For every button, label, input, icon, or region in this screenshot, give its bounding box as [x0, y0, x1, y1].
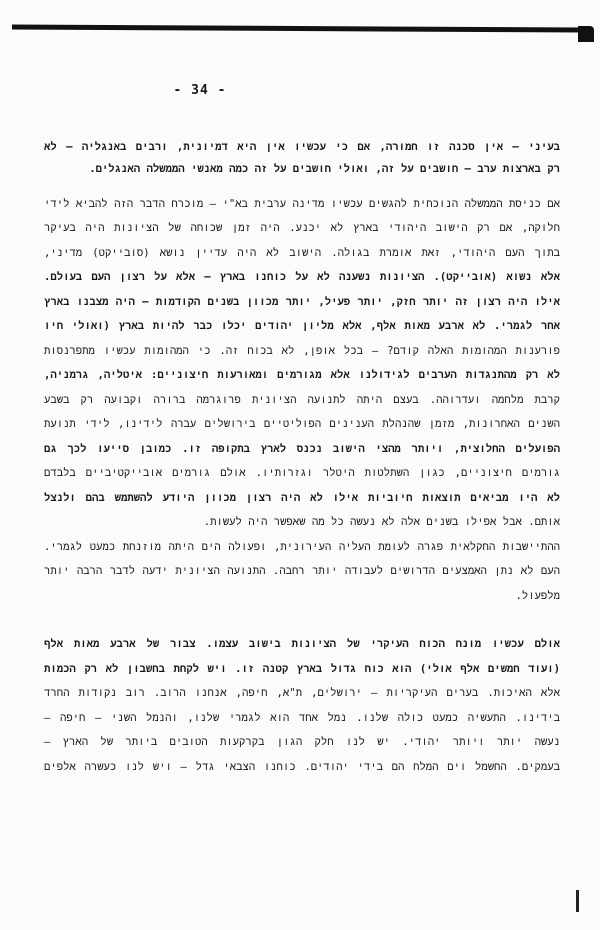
text-line: לא רק מהתנגדות הערבים לגידולנו אלא מגורמים ומאורעות חיצוניים: איטליה, גרמניה, — [44, 369, 560, 381]
text-line: גורמים חיצוניים, כגון השתלטות היטלר וגזרותיו. אולם גורמים אובייקטיביים בלבדם — [44, 467, 560, 479]
text-line: אלא האיכות. בערים העיקריות – ירושלים, ת"א, חיפה, אנחנו הרוב. רוב נקודות החרד — [44, 687, 560, 699]
page-corner — [578, 26, 594, 42]
page-number: - 34 - — [173, 83, 227, 98]
text-line: בעמקים. החשמל וים המלח הם בידי יהודים. כוחנו הצבאי גדל – ויש לנו כעשרה אלפים — [44, 761, 560, 773]
text-line: אותם. אבל אפילו בשנים אלה לא נעשה כל מה שאפשר היה לעשות. — [203, 516, 560, 528]
text-line: מלפעול. — [515, 590, 560, 602]
margin-mark — [576, 890, 579, 912]
text-line: בתוך העם היהודי, זאת אומרת בגולה. הישוב לא היה עדיין נושא (סובייקט) מדיני, — [44, 247, 560, 259]
text-line: חלוקה, אם רק הישוב היהודי בארץ לא יכנע. היה זמן שכוחה של הציונות היה בעיקר — [44, 222, 560, 234]
text-line: קרבת מלחמה ועדרוהה. בעצם היתה לתנועה הציונית פרוגרמה ברורה וקבועה רק בשבע — [44, 394, 560, 406]
text-line: אולם עכשיו מונח הכוח העיקרי של הציונות בישוב עצמו. צבור של ארבע מאות אלף — [44, 638, 560, 650]
text-line: אילו היה רצון זה יותר חזק, יותר פעיל, יותר מכוון בשנים הקודמות – היה מצבנו בארץ — [44, 296, 560, 308]
text-line: בידינו. התעשיה כמעט כולה שלנו. נמל אחד הוא לגמרי שלנו, והנמל השני – חיפה – — [44, 712, 560, 724]
text-line: בעיני – אין סכנה זו חמורה, אם כי עכשיו אין היא דמיונית, ורבים באנגליה – לא — [44, 141, 560, 153]
text-line: (ועוד חמשים אלף אולי) הוא כוח גדול בארץ קטנה זו. ויש לקחת בחשבון לא רק הכמות — [44, 663, 560, 675]
text-line: אלא נשוא (אובייקט). הציונות נשענה לא על כוחנו בארץ – אלא על רצון העם בעולם. — [44, 271, 560, 283]
text-line: ההתיישבות החקלאית פגרה לעומת העליה העירונית, ופעולה הים היתה מוזנחת כמעט לגמרי. — [44, 541, 560, 553]
text-line: הפועלים החלוצית, ויותר מהצי הישוב נכנס לארץ בתקופה זו. כמובן סייעו לכך גם — [44, 443, 560, 455]
text-line: פורענות המהומות האלה קודם? – בכל אופן, לא בכוח זה. כי המהומות עכשיו מתפרנסות — [44, 345, 560, 357]
text-line: השנים האחרונות, מזמן שהנהלת הענינים הפוליטיים בירושלים עברה לידינו, לידי תנועת — [44, 418, 560, 430]
text-line: העם לא נתן האמצעים הדרושים לעבודה יותר רחבה. התנועה הציונית ידעה לדבר הרבה יותר — [44, 565, 560, 577]
page-top-edge — [12, 25, 582, 33]
text-line: אחר לגמרי. לא ארבע מאות אלף, אלא מליון יהודים יכלו כבר להיות בארץ (ואולי חיו — [44, 320, 560, 332]
text-line: נעשה יותר ויותר יהודי. יש לנו חלק הגון בקרקעות הטובים ביותר של הארץ – — [44, 736, 560, 748]
text-line: רק בארצות ערב – חושבים על זה, ואולי חושבים על זה כמה מאנשי הממשלה האנגלים. — [89, 163, 560, 175]
text-line: אם כניסת הממשלה הנוכחית להגשים עכשיו מדינה ערבית בא"י – מוכרח הדבר הזה להביא לידי — [44, 198, 560, 210]
text-line: לא היו מביאים תוצאות חיוביות אילו לא היה רצון מכוון היודע להשתמש בהם ולנצל — [44, 492, 560, 504]
